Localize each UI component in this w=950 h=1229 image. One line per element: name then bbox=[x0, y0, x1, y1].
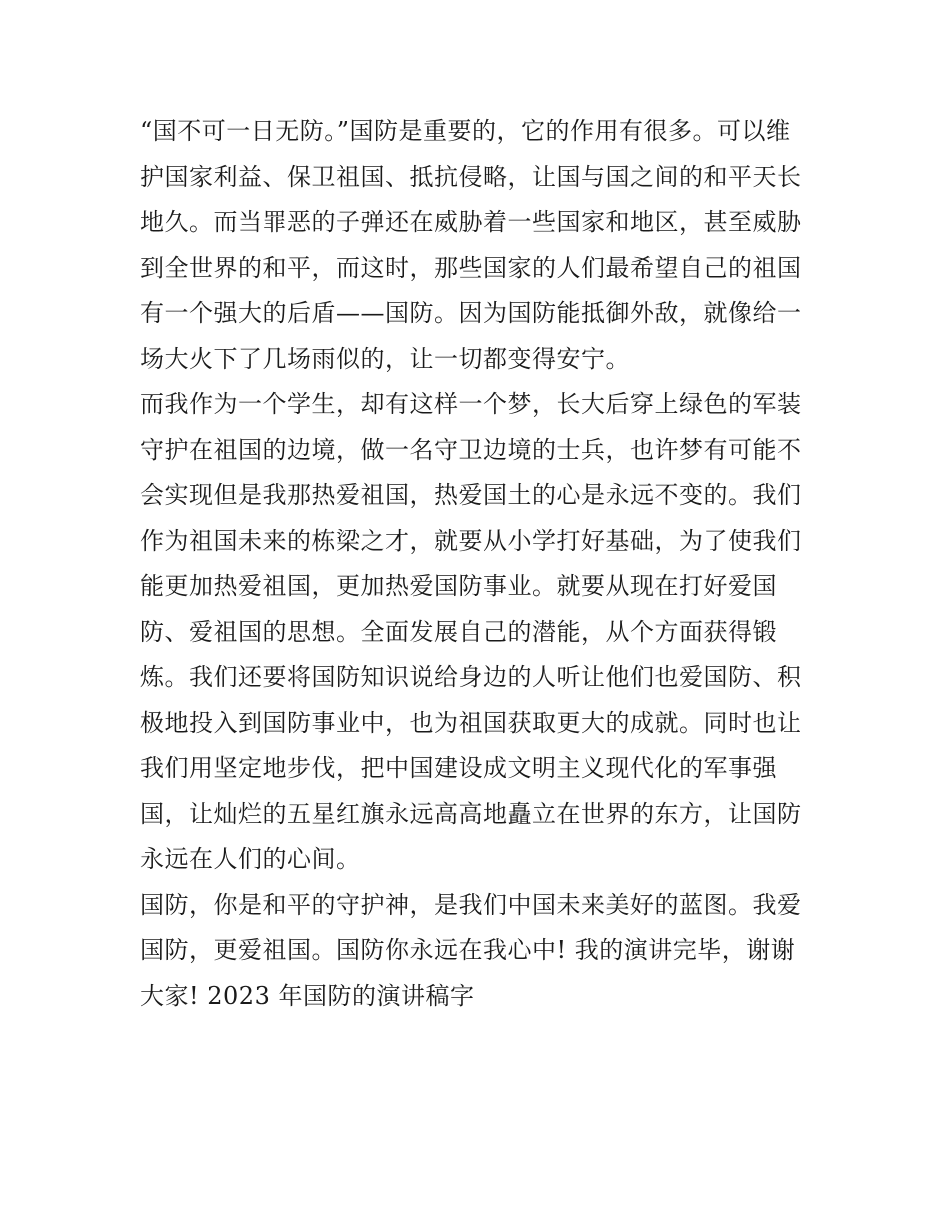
text-line: 场大火下了几场雨似的，让一切都变得安宁。 bbox=[140, 344, 630, 373]
text-line: 护国家利益、保卫祖国、抵抗侵略，让国与国之间的和平天长 bbox=[140, 162, 802, 191]
text-line: 地久。而当罪恶的子弹还在威胁着一些国家和地区，甚至威胁 bbox=[140, 208, 802, 236]
text-line: 国，让灿烂的五星红旗永远高高地矗立在世界的东方，让国防 bbox=[140, 799, 802, 828]
text-line: 防、爱祖国的思想。全面发展自己的潜能，从个方面获得锻 bbox=[140, 617, 777, 646]
text-line: 我们用坚定地步伐，把中国建设成文明主义现代化的军事强 bbox=[140, 754, 777, 782]
text-line: 守护在祖国的边境，做一名守卫边境的士兵，也许梦有可能不 bbox=[140, 435, 802, 464]
text-line: 会实现但是我那热爱祖国，热爱国土的心是永远不变的。我们 bbox=[140, 481, 802, 509]
paragraph-3 bbox=[140, 883, 820, 1020]
document-body bbox=[140, 109, 820, 1019]
text-line: 有一个强大的后盾——国防。因为国防能抵御外敌，就像给一 bbox=[140, 299, 802, 327]
text-line: 作为祖国未来的栋梁之才，就要从小学打好基础，为了使我们 bbox=[140, 526, 802, 555]
paragraph-1 bbox=[140, 109, 820, 382]
text-line: 能更加热爱祖国，更加热爱国防事业。就要从现在打好爱国 bbox=[140, 572, 777, 600]
text-line: 国防，你是和平的守护神，是我们中国未来美好的蓝图。我爱 bbox=[140, 890, 802, 919]
text-line: 国防，更爱祖国。国防你永远在我心中! 我的演讲完毕，谢谢 bbox=[140, 936, 796, 964]
text-line: 极地投入到国防事业中，也为祖国获取更大的成就。同时也让 bbox=[140, 708, 802, 737]
text-line: 大家! 2023 年国防的演讲稿字 bbox=[140, 981, 475, 1010]
text-line: 而我作为一个学生，却有这样一个梦，长大后穿上绿色的军装 bbox=[140, 390, 802, 418]
text-line: 到全世界的和平，而这时，那些国家的人们最希望自己的祖国 bbox=[140, 253, 802, 282]
text-line: 永远在人们的心间。 bbox=[140, 845, 361, 873]
text-line: 炼。我们还要将国防知识说给身边的人听让他们也爱国防、积 bbox=[140, 663, 802, 691]
paragraph-2 bbox=[140, 382, 820, 883]
text-line: “国不可一日无防。”国防是重要的，它的作用有很多。可以维 bbox=[140, 117, 791, 145]
